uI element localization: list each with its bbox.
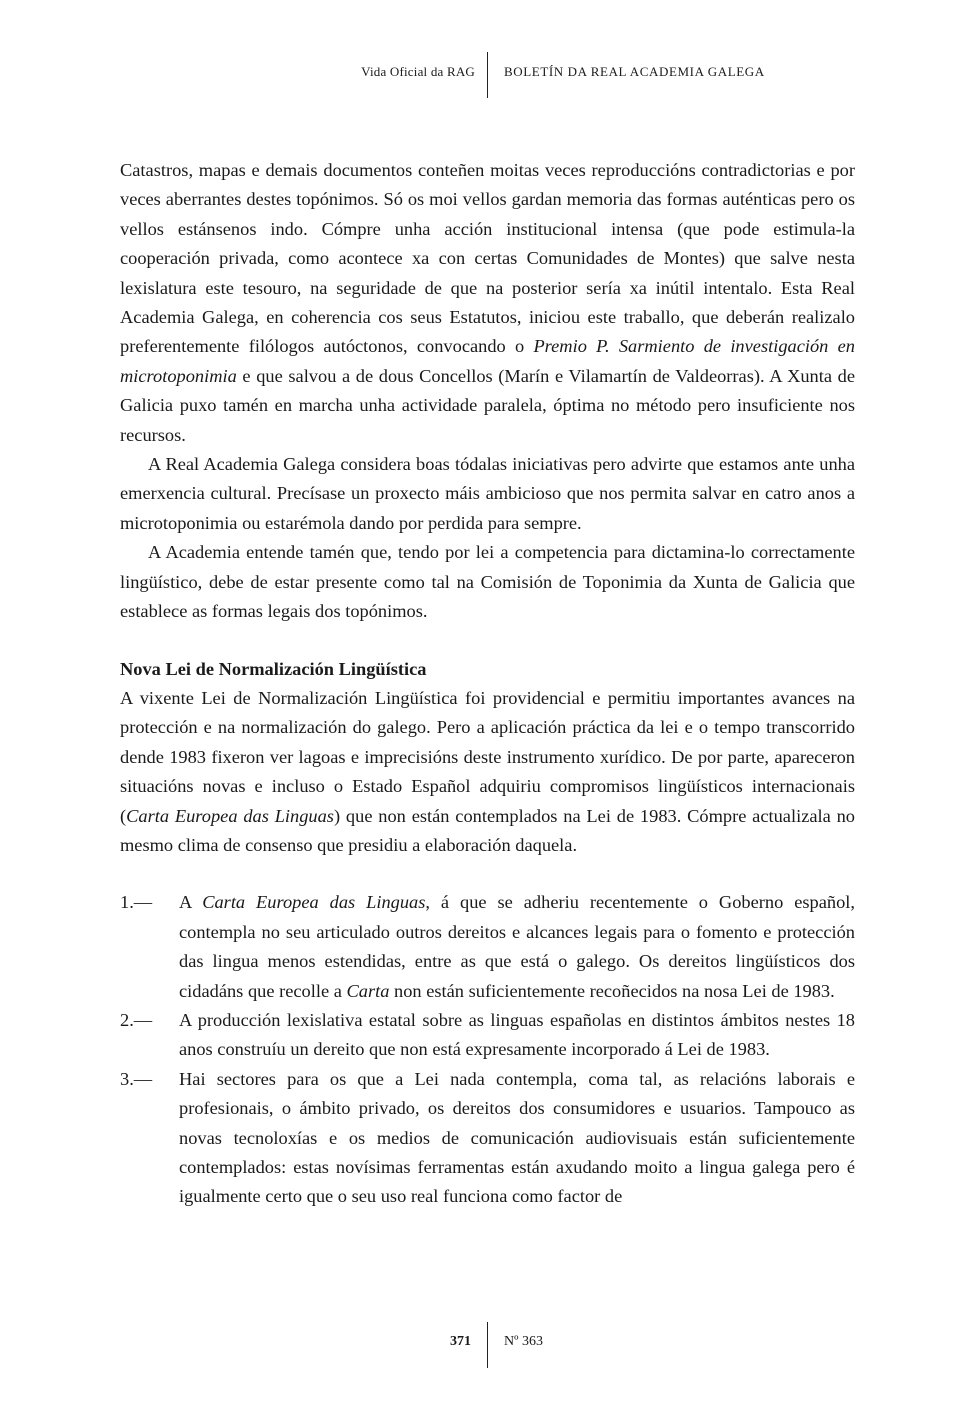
paragraph-commission: A Academia entende tamén que, tendo por lei a competencia para dictamina-lo correctamente lingüístico, debe de estar presente como tal na Comisión de Toponimia da Xunta de Galicia que establece as formas legais dos topónimos. (120, 542, 855, 622)
header-section-title: Vida Oficial da RAG (361, 64, 475, 79)
page-number: 371 (450, 1334, 471, 1349)
running-header (0, 52, 975, 98)
issue-number: Nº 363 (504, 1334, 543, 1349)
text-run: A (179, 892, 203, 913)
list-number: 2.— (120, 1009, 153, 1030)
list-item (120, 1065, 855, 1212)
text-run: ) que non están contemplados na Lei de 1983. Cómpre actualizala no mesmo clima de consenso que presidiu a elaboración daquela. (120, 805, 855, 855)
charter-title: Carta Europea das Linguas (202, 892, 426, 913)
section-heading: Nova Lei de Normalización Lingüística (120, 658, 427, 679)
paragraph-emergency: A Real Academia Galega considera boas tódalas iniciativas pero advirte que estamos ante unha emerxencia cultural. Precísase un proxecto máis ambicioso que nos permita salvar en catro anos a microtoponimia ou estarémola dando por perdida para sempre. (120, 454, 855, 533)
text-run: non están suficientemente recoñecidos na nosa Lei de 1983. (389, 980, 835, 1001)
page-footer (0, 1322, 975, 1368)
header-publication-title: BOLETÍN DA REAL ACADEMIA GALEGA (504, 64, 765, 79)
header-divider (487, 52, 488, 98)
page-body (120, 156, 855, 1212)
charter-short-title: Carta (346, 980, 390, 1001)
text-run: e que salvou a de dous Concellos (Marín e Vilamartín de Valdeorras). A Xunta de Galicia puxo tamén en marcha unha actividade paralela, óptima no método pero insuficiente nos recursos. (120, 365, 855, 445)
footer-divider (487, 1322, 488, 1368)
list-item (120, 888, 855, 1006)
text-run: Catastros, mapas e demais documentos conteñen moitas veces reproduccións contradictorias e por veces aberrantes destes topónimos. Só os moi vellos gardan memoria das formas auténticas pero os vellos estánsenos indo. Cómpre unha acción institucional intensa (que pode estimula-la cooperación privada, como acontece xa con certas Comunidades de Montes) que salve nesta lexislatura este tesouro, na seguridade de que na posterior sería xa inútil intentalo. Esta Real Academia Galega, en coherencia cos seus Estatutos, iniciou este traballo, que deberán realizalo preferentemente filólogos autóctonos, convocando o (120, 160, 855, 357)
award-title: Premio P. Sarmiento de investigación en microtoponimia (120, 336, 855, 386)
list-number: 3.— (120, 1068, 153, 1089)
list-item-text: Hai sectores para os que a Lei nada contempla, coma tal, as relacións laborais e profesionais, o ámbito privado, os dereitos dos consumidores e usuarios. Tampouco as novas tecnoloxías e os medios de comunicación audiovisuais están suficientemente contemplados: estas novísimas ferramentas están axudando moito a lingua galega pero é igualmente certo que o seu uso real funciona como factor de (179, 1068, 855, 1207)
numbered-list (120, 888, 855, 1211)
section-intro (120, 684, 855, 860)
charter-title: Carta Europea das Linguas (126, 805, 334, 826)
text-run: A vixente Lei de Normalización Lingüística foi providencial e permitiu importantes avances na protección e na normalización do galego. Pero a aplicación práctica da lei e o tempo transcorrido dende 1983 fixeron ver lagoas e imprecisións deste instrumento xurídico. De por parte, apareceron situacións novas e incluso o Estado Español adquiriu compromisos lingüísticos internacionais ( (120, 687, 855, 826)
text-run: , á que se adheriu recentemente o Goberno español, contempla no seu articulado outros dereitos e alcances legais para o fomento e protección das lingua menos estendidas, entre as que está o galego. Os dereitos lingüísticos dos cidadáns que recolle a (179, 892, 855, 1001)
list-item (120, 1006, 855, 1065)
list-item-text: A producción lexislativa estatal sobre as linguas españolas en distintos ámbitos nestes 18 anos construíu un dereito que non está expresamente incorporado á Lei de 1983. (179, 1009, 855, 1060)
paragraph-microtoponimia (120, 156, 855, 450)
list-number: 1.— (120, 892, 153, 913)
